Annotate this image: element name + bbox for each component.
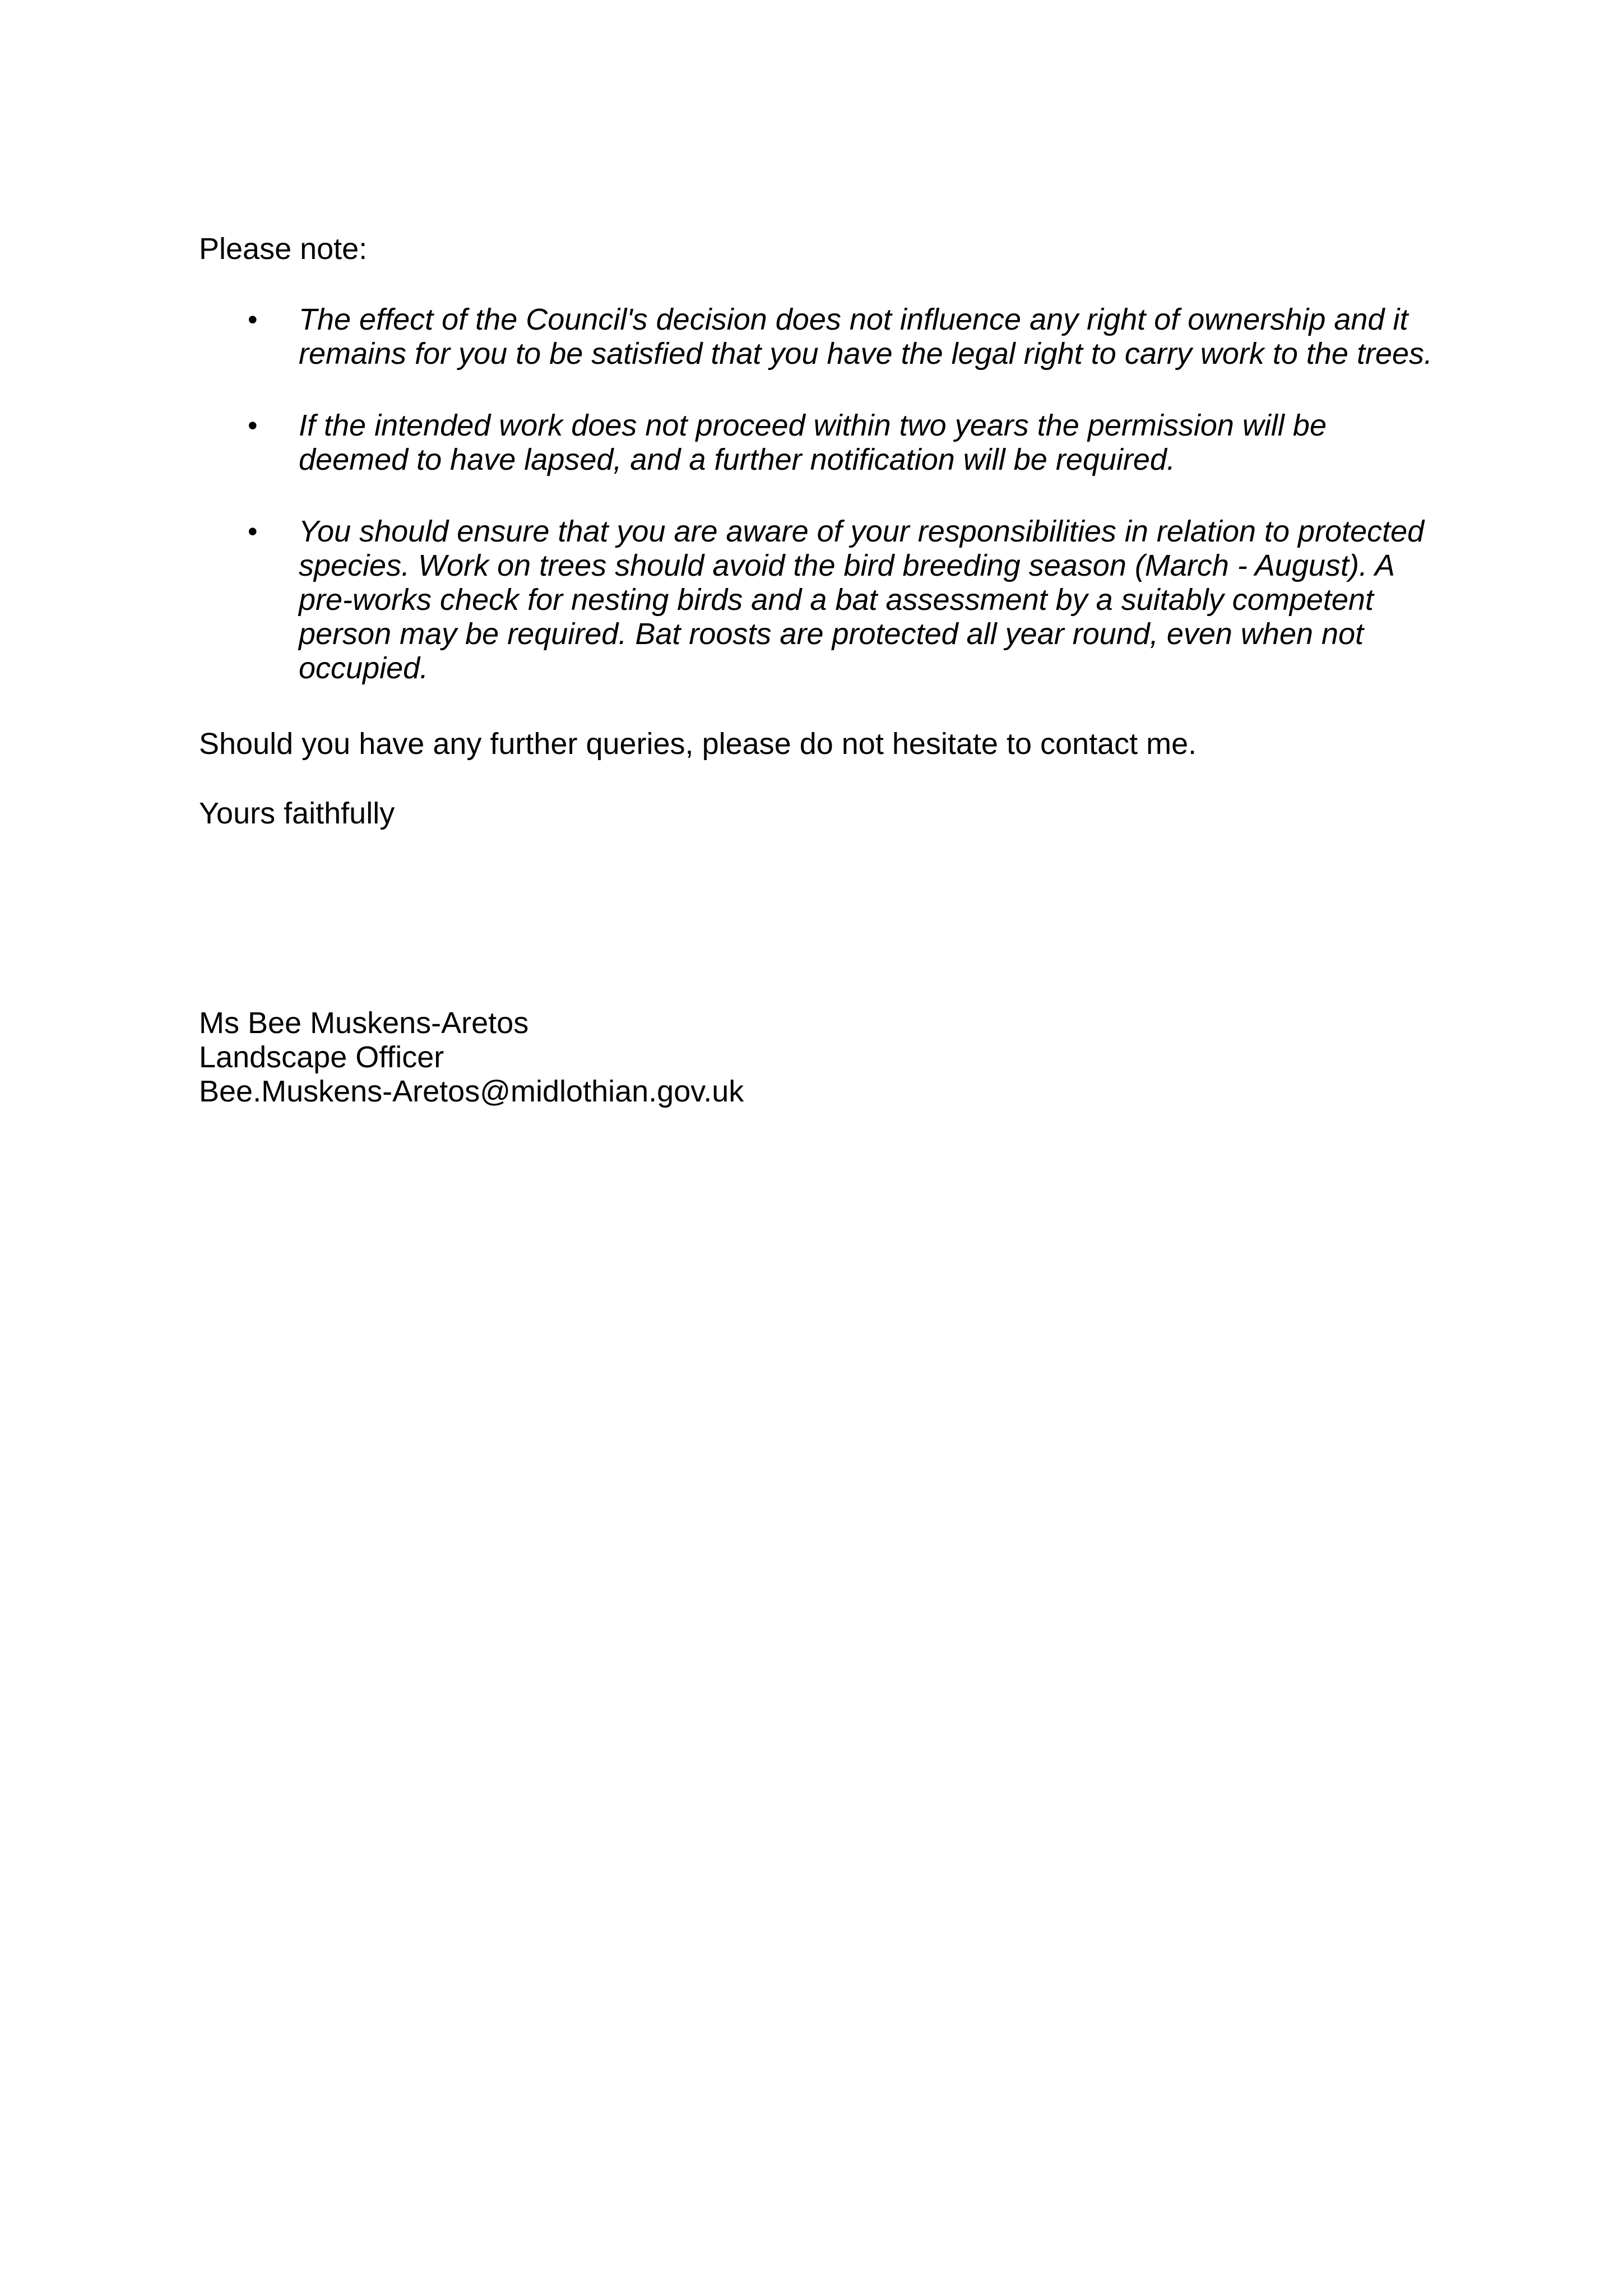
note-lapse bbox=[199, 409, 1488, 477]
note-line: pre-works check for nesting birds and a bat assessment by a suitably competent bbox=[299, 583, 1374, 617]
note-protected-species bbox=[199, 515, 1488, 686]
note-line: If the intended work does not proceed within two years the permission will be bbox=[299, 409, 1327, 442]
queries-text: Should you have any further queries, please do not hesitate to contact me. bbox=[199, 727, 1197, 761]
notes-list bbox=[199, 303, 1488, 723]
note-line: species. Work on trees should avoid the bird breeding season (March - August). A bbox=[299, 549, 1395, 582]
bullet-icon: • bbox=[248, 304, 258, 335]
note-line: deemed to have lapsed, and a further notification will be required. bbox=[299, 443, 1175, 476]
note-line: remains for you to be satisfied that you have the legal right to carry work to the trees. bbox=[299, 337, 1433, 371]
signatory-role: Landscape Officer bbox=[199, 1040, 444, 1074]
signoff: Yours faithfully bbox=[199, 797, 395, 830]
note-line: occupied. bbox=[299, 651, 429, 685]
note-line: You should ensure that you are aware of your responsibilities in relation to protected bbox=[299, 515, 1425, 548]
note-heading: Please note: bbox=[199, 232, 368, 266]
note-line: person may be required. Bat roosts are protected all year round, even when not bbox=[299, 617, 1364, 651]
signatory-name: Ms Bee Muskens-Aretos bbox=[199, 1006, 529, 1040]
bullet-icon: • bbox=[248, 516, 258, 547]
note-line: The effect of the Council's decision does not influence any right of ownership and it bbox=[299, 303, 1408, 336]
signatory-email: Bee.Muskens-Aretos@midlothian.gov.uk bbox=[199, 1075, 744, 1108]
bullet-icon: • bbox=[248, 410, 258, 441]
note-ownership bbox=[199, 303, 1488, 371]
signature-block bbox=[199, 1006, 744, 1109]
